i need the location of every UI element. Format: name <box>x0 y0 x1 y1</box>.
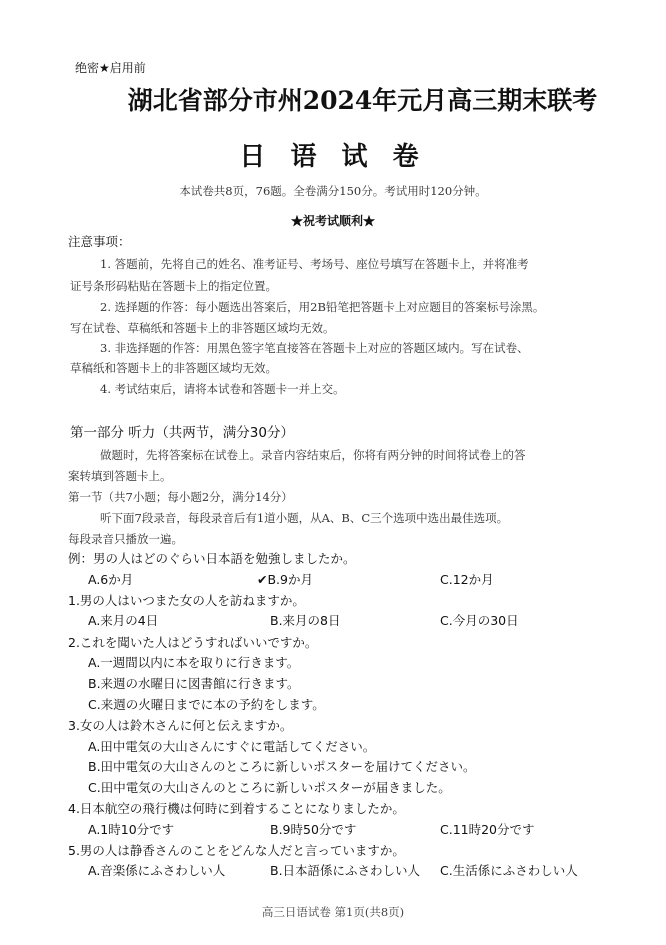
q3-option-b: B.田中電気の大山さんのところに新しいポスターを届けてください。 <box>88 759 476 774</box>
part1-intro: 案转填到答题卡上。 <box>68 469 172 483</box>
part1-intro: 做题时，先将答案标在试卷上。录音内容结束后，你将有两分钟的时间将试卷上的答 <box>100 448 526 462</box>
q4-option-b: B.9時50分です <box>270 822 357 837</box>
exam-info: 本试卷共8页，76题。全卷满分150分。考试用时120分钟。 <box>179 184 487 198</box>
page-footer: 高三日语试卷 第1页(共8页) <box>261 905 405 919</box>
q5-option-a: A.音楽係にふさわしい人 <box>88 863 226 878</box>
good-luck: ★祝考试顺利★ <box>290 214 375 228</box>
notes-heading: 注意事项： <box>68 234 131 249</box>
q1-option-b: B.来月の8日 <box>270 613 341 628</box>
q3-option-c: C.田中電気の大山さんのところに新しいポスターが届きました。 <box>88 780 451 795</box>
note-line: 2. 选择题的作答：每小题选出答案后，用2B铅笔把答题卡上对应题目的答案标号涂黑。 <box>100 300 545 314</box>
q1-option-a: A.来月の4日 <box>88 613 159 628</box>
q2-option-a: A.一週間以内に本を取りに行きます。 <box>88 655 300 670</box>
q2-option-c: C.来週の火曜日までに本の予約をします。 <box>88 697 325 712</box>
question-3: 3.女の人は鈴木さんに何と伝えますか。 <box>68 718 293 733</box>
example-option-b: ✔B.9か月 <box>257 572 313 587</box>
section1-heading: 第一节（共7小题；每小题2分，满分14分） <box>68 490 293 504</box>
example-option-a: A.6か月 <box>88 572 134 587</box>
note-line: 4. 考试结束后，请将本试卷和答题卡一并上交。 <box>100 382 345 396</box>
subject-title: 日 语 试 卷 <box>239 142 427 172</box>
question-5: 5.男の人は静香さんのことをどんな人だと言っていますか。 <box>68 843 405 858</box>
section1-intro: 每段录音只播放一遍。 <box>68 532 183 546</box>
q4-option-c: C.11時20分です <box>440 822 535 837</box>
question-4: 4.日本航空の飛行機は何時に到着することになりましたか。 <box>68 801 405 816</box>
q5-option-c: C.生活係にふさわしい人 <box>440 863 578 878</box>
note-line: 写在试卷、草稿纸和答题卡上的非答题区域均无效。 <box>70 321 335 335</box>
q3-option-a: A.田中電気の大山さんにすぐに電話してください。 <box>88 739 376 754</box>
q1-option-c: C.今月の30日 <box>440 613 519 628</box>
q4-option-a: A.1時10分です <box>88 822 175 837</box>
example-option-c: C.12か月 <box>440 572 494 587</box>
confidential-label: 绝密★启用前 <box>75 61 146 75</box>
note-line: 3. 非选择题的作答：用黑色签字笔直接答在答题卡上对应的答题区域内。写在试卷、 <box>100 341 529 355</box>
note-line: 1. 答题前，先将自己的姓名、准考证号、考场号、座位号填写在答题卡上，并将准考 <box>100 257 529 271</box>
exam-title: 湖北省部分市州2024年元月高三期末联考 <box>127 86 598 115</box>
q2-option-b: B.来週の水曜日に図書館に行きます。 <box>88 676 300 691</box>
question-1: 1.男の人はいつまた女の人を訪ねますか。 <box>68 593 305 608</box>
example-question: 例：男の人はどのぐらい日本語を勉強しましたか。 <box>68 551 356 566</box>
question-2: 2.これを聞いた人はどうすればいいですか。 <box>68 635 318 650</box>
note-line: 草稿纸和答题卡上的非答题区域均无效。 <box>70 361 277 375</box>
q5-option-b: B.日本語係にふさわしい人 <box>270 863 421 878</box>
section1-intro: 听下面7段录音，每段录音后有1道小题，从A、B、C三个选项中选出最佳选项。 <box>100 511 509 525</box>
note-line: 证号条形码粘贴在答题卡上的指定位置。 <box>70 279 277 293</box>
part1-heading: 第一部分 听力（共两节，满分30分） <box>70 425 294 441</box>
